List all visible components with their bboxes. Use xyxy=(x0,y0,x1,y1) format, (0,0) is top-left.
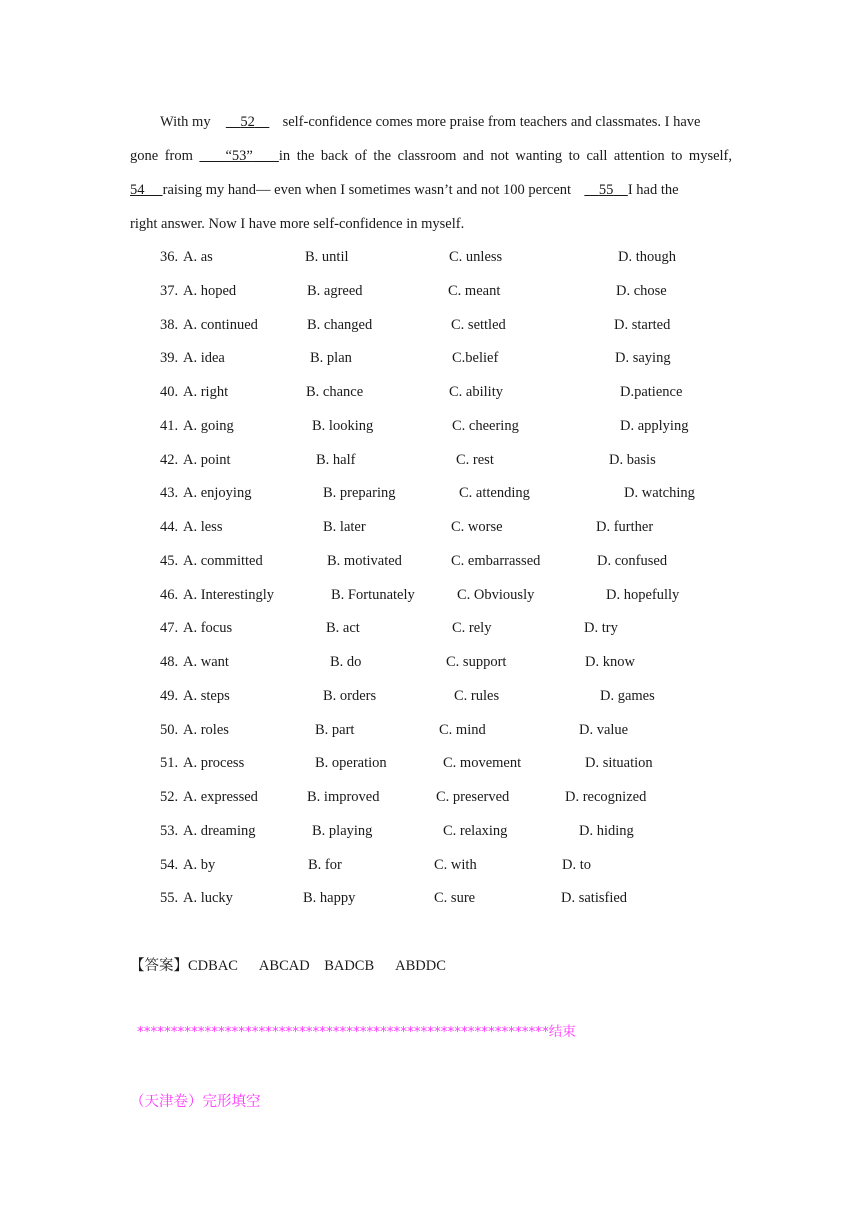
option-c: C. worse xyxy=(451,519,503,535)
option-d: D. value xyxy=(579,721,629,738)
answer-group: ABCAD xyxy=(258,958,310,974)
option-d: D. chose xyxy=(616,282,667,299)
passage-line-3 xyxy=(130,180,732,200)
option-d: D. recognized xyxy=(565,789,647,805)
option-b: B. improved xyxy=(307,789,380,805)
option-b: B. orders xyxy=(323,687,377,704)
passage-text: self-confidence comes more praise from teachers and classmates. I have xyxy=(282,114,701,130)
option-c: C. relaxing xyxy=(443,822,508,839)
blank-53: “53” xyxy=(225,148,253,164)
option-a: A. steps xyxy=(183,687,230,704)
option-d: D. hopefully xyxy=(606,586,680,603)
option-a: A. roles xyxy=(183,721,229,738)
option-a: A. expressed xyxy=(183,789,258,805)
question-number: 37. xyxy=(160,282,179,299)
answer-group: ABDDC xyxy=(395,958,446,974)
option-d: D.patience xyxy=(620,384,683,400)
option-a: A. continued xyxy=(183,316,258,333)
question-number: 50. xyxy=(160,721,179,738)
passage-text: in the back of the classroom and not wanting to call attention to myself, xyxy=(278,148,733,164)
option-c: C. embarrassed xyxy=(451,552,541,569)
passage-text: right answer. Now I have more self-confidence in myself. xyxy=(130,216,465,232)
option-c: C. preserved xyxy=(436,789,510,805)
option-a: A. as xyxy=(183,249,213,265)
blank-55: 55 xyxy=(598,182,614,198)
option-b: B. changed xyxy=(307,316,373,333)
option-a: A. focus xyxy=(183,620,233,637)
option-d: D. further xyxy=(596,519,654,535)
question-number: 40. xyxy=(160,384,179,400)
option-c: C. sure xyxy=(434,890,476,907)
option-a: A. right xyxy=(183,384,229,400)
option-c: C. support xyxy=(446,654,507,670)
answer-group: BADCB xyxy=(324,958,375,974)
option-d: D. satisfied xyxy=(561,890,628,907)
option-a: A. dreaming xyxy=(183,822,256,839)
option-d: D. started xyxy=(614,316,671,333)
option-c: C. cheering xyxy=(452,417,519,434)
option-b: B. chance xyxy=(306,384,364,400)
question-number: 36. xyxy=(160,249,179,265)
question-number: 52. xyxy=(160,789,179,805)
passage-line-2 xyxy=(130,146,732,166)
blank-54: 54 xyxy=(130,182,145,198)
blank-52: 52 xyxy=(240,114,255,130)
option-c: C. Obviously xyxy=(457,586,535,603)
option-d: D. watching xyxy=(624,485,695,502)
option-a: A. by xyxy=(183,856,216,873)
option-b: B. later xyxy=(323,519,366,535)
option-d: D. applying xyxy=(620,417,689,434)
end-marker xyxy=(137,1022,576,1042)
option-a: A. idea xyxy=(183,350,225,367)
option-b: B. operation xyxy=(315,755,387,772)
question-number: 43. xyxy=(160,485,179,502)
option-a: A. Interestingly xyxy=(183,586,275,603)
option-b: B. part xyxy=(315,721,355,738)
answer-group: CDBAC xyxy=(188,958,238,974)
option-c: C. attending xyxy=(459,485,530,502)
answer-label: 【答案】 xyxy=(130,958,188,974)
option-c: C. ability xyxy=(449,384,503,400)
option-b: B. half xyxy=(316,451,356,468)
option-d: D. try xyxy=(584,620,618,637)
option-d: D. though xyxy=(618,249,676,265)
option-d: D. situation xyxy=(585,755,653,772)
question-number: 47. xyxy=(160,620,179,637)
option-c: C.belief xyxy=(452,350,499,367)
option-b: B. do xyxy=(330,654,362,670)
question-number: 51. xyxy=(160,755,179,772)
option-b: B. agreed xyxy=(307,282,363,299)
option-c: C. rest xyxy=(456,451,494,468)
question-number: 41. xyxy=(160,417,179,434)
option-a: A. want xyxy=(183,654,229,670)
option-a: A. less xyxy=(183,519,223,535)
option-b: B. Fortunately xyxy=(331,586,415,603)
passage-line-1 xyxy=(130,112,732,132)
question-number: 38. xyxy=(160,316,179,333)
option-d: D. know xyxy=(585,654,635,670)
option-c: C. movement xyxy=(443,755,522,772)
option-c: C. unless xyxy=(449,249,503,265)
option-b: B. for xyxy=(308,856,342,873)
stars-divider: ************************************************************* xyxy=(137,1024,549,1040)
option-b: B. playing xyxy=(312,822,373,839)
question-number: 53. xyxy=(160,822,179,839)
option-b: B. plan xyxy=(310,350,352,367)
answer-line xyxy=(130,956,446,976)
option-d: D. hiding xyxy=(579,822,634,839)
option-a: A. committed xyxy=(183,552,263,569)
option-c: C. rules xyxy=(454,687,500,704)
question-number: 49. xyxy=(160,687,179,704)
option-d: D. games xyxy=(600,687,655,704)
question-number: 48. xyxy=(160,654,179,670)
option-a: A. point xyxy=(183,451,231,468)
option-b: B. until xyxy=(305,249,349,265)
question-number: 55. xyxy=(160,890,179,907)
end-marker-text: 结束 xyxy=(548,1024,576,1040)
option-c: C. mind xyxy=(439,721,486,738)
option-c: C. with xyxy=(434,856,477,873)
question-number: 42. xyxy=(160,451,179,468)
option-c: C. meant xyxy=(448,282,501,299)
option-a: A. going xyxy=(183,417,234,434)
option-c: C. rely xyxy=(452,620,492,637)
option-a: A. lucky xyxy=(183,890,233,907)
question-number: 45. xyxy=(160,552,179,569)
option-b: B. happy xyxy=(303,890,356,907)
question-number: 46. xyxy=(160,586,179,603)
option-d: D. to xyxy=(562,856,591,873)
option-d: D. confused xyxy=(597,552,668,569)
option-a: A. process xyxy=(183,755,245,772)
passage-text: With my xyxy=(160,114,211,130)
option-a: A. hoped xyxy=(183,282,237,299)
question-number: 44. xyxy=(160,519,179,535)
option-d: D. saying xyxy=(615,350,671,367)
question-number: 54. xyxy=(160,856,179,873)
option-b: B. looking xyxy=(312,417,374,434)
option-b: B. motivated xyxy=(327,552,402,569)
passage-text: I had the xyxy=(627,182,679,198)
option-b: B. preparing xyxy=(323,485,396,502)
option-b: B. act xyxy=(326,620,360,637)
passage-text: raising my hand— even when I sometimes wasn’t and not 100 percent xyxy=(162,182,572,198)
passage-line-4 xyxy=(130,214,732,234)
question-number: 39. xyxy=(160,350,179,367)
section-heading: （天津卷）完形填空 xyxy=(130,1094,261,1110)
passage-text: gone from xyxy=(130,148,193,164)
option-d: D. basis xyxy=(609,451,656,468)
option-a: A. enjoying xyxy=(183,485,252,502)
option-c: C. settled xyxy=(451,316,506,333)
